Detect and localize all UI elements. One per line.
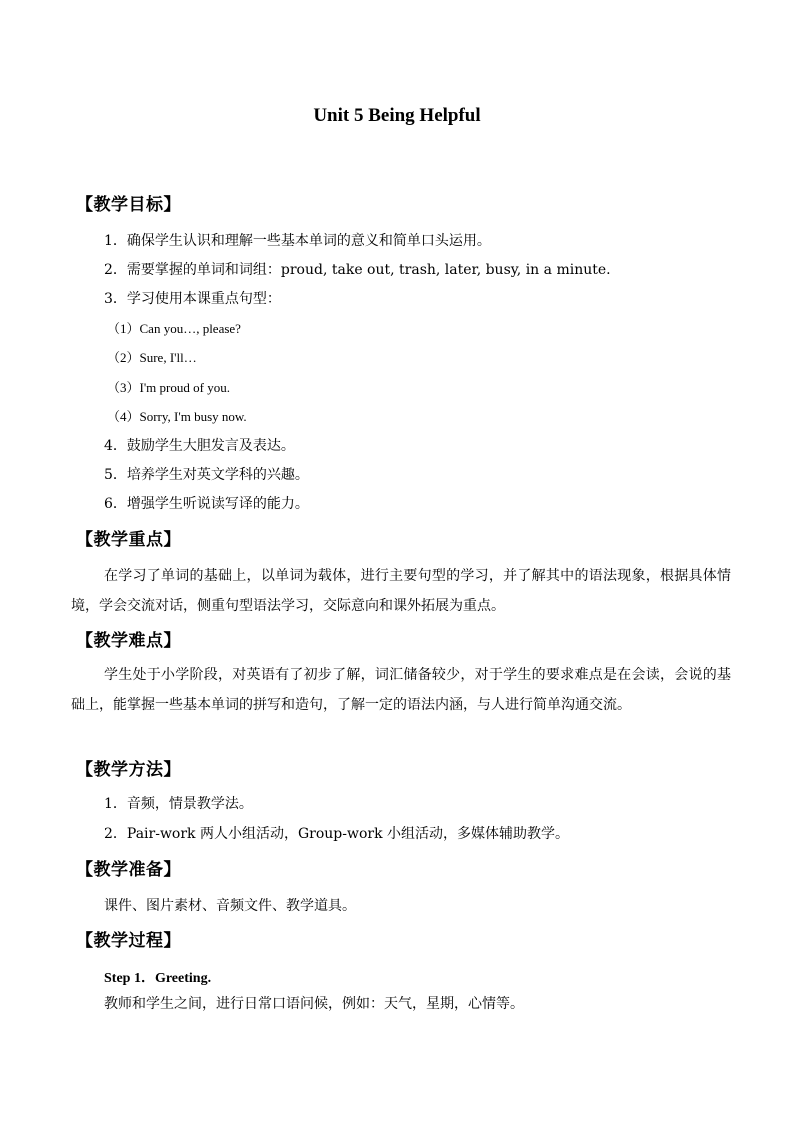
document-title: Unit 5 Being Helpful: [313, 105, 481, 126]
key-points-text: 在学习了单词的基础上，以单词为载体，进行主要句型的学习，并了解其中的语法现象，根据具体情境，学会交流对话，侧重句型语法学习，交际意向和课外拓展为重点。: [71, 568, 731, 614]
goal-item-5: 5．培养学生对英文学科的兴趣。: [104, 467, 309, 483]
goal-item-4: 4．鼓励学生大胆发言及表达。: [104, 438, 295, 454]
heading-preparation: 【教学准备】: [76, 860, 181, 880]
goal-item-2: 2．需要掌握的单词和词组：proud, take out, trash, later, busy, in a minute.: [104, 262, 611, 278]
goal-item-1: 1．确保学生认识和理解一些基本单词的意义和简单口头运用。: [104, 233, 491, 249]
heading-difficulties: 【教学难点】: [76, 631, 181, 651]
goal-item-6: 6．增强学生听说读写译的能力。: [104, 496, 309, 512]
goal-sentence-3: （3）I'm proud of you.: [107, 380, 230, 395]
goal-sentence-2: （2）Sure, I'll…: [107, 350, 197, 365]
goal-sentence-1: （1）Can you…, please?: [107, 321, 241, 336]
heading-key-points: 【教学重点】: [76, 530, 181, 550]
goal-sentence-4: （4）Sorry, I'm busy now.: [107, 409, 247, 424]
goal-item-3: 3．学习使用本课重点句型：: [104, 291, 281, 307]
heading-process: 【教学过程】: [76, 931, 181, 951]
step1-text: 教师和学生之间，进行日常口语问候，例如：天气，星期，心情等。: [104, 996, 524, 1012]
preparation-text: 课件、图片素材、音频文件、教学道具。: [104, 898, 356, 914]
heading-methods: 【教学方法】: [76, 760, 181, 780]
difficulties-text: 学生处于小学阶段，对英语有了初步了解，词汇储备较少，对于学生的要求难点是在会读，会说的基础上，能掌握一些基本单词的拼写和造句，了解一定的语法内涵，与人进行简单沟通交流。: [71, 667, 731, 713]
method-item-1: 1．音频，情景教学法。: [104, 796, 253, 812]
heading-goals: 【教学目标】: [76, 195, 181, 215]
method-item-2: 2．Pair-work 两人小组活动，Group-work 小组活动，多媒体辅助教学。: [104, 826, 570, 842]
step1-title: Step 1．Greeting.: [104, 971, 212, 986]
